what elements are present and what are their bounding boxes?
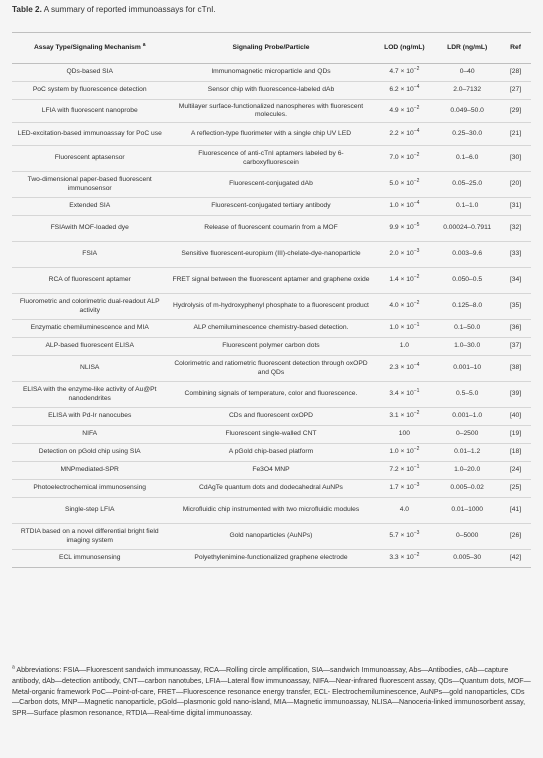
table-row [12,356,531,382]
cell-ldr: 0.01–1000 [434,498,500,524]
cell-lod [375,242,435,268]
cell-probe: Fluorescent-conjugated tertiary antibody [167,198,374,216]
cell-assay: MNPmediated-SPR [12,462,167,480]
lod-value: 7.0 × 10 [389,154,414,162]
cell-probe: Microfluidic chip instrumented with two microfluidic modules [167,498,374,524]
header-row [12,33,531,64]
cell-probe: Fluorescent polymer carbon dots [167,338,374,356]
cell-probe: Fe3O4 MNP [167,462,374,480]
cell-lod [375,294,435,320]
cell-ldr: 0.25–30.0 [434,123,500,146]
cell-lod [375,216,435,242]
lod-exponent: −1 [413,464,420,471]
cell-assay: QDs-based SIA [12,64,167,82]
cell-ldr: 0.001–10 [434,356,500,382]
cell-ldr: 0.5–5.0 [434,382,500,408]
cell-lod [375,550,435,568]
cell-probe: Sensor chip with fluorescence-labeled dAb [167,82,374,100]
cell-assay: FSIA [12,242,167,268]
cell-ref: [37] [500,338,531,356]
table-row [12,242,531,268]
table-row [12,198,531,216]
cell-assay: PoC system by fluorescence detection [12,82,167,100]
cell-assay: Detection on pGold chip using SIA [12,444,167,462]
cell-assay: NIFA [12,426,167,444]
cell-assay: Extended SIA [12,198,167,216]
lod-exponent: −4 [413,84,420,91]
cell-ldr: 0.1–6.0 [434,146,500,172]
lod-exponent: −4 [413,362,420,369]
lod-value: 1.0 × 10 [389,202,414,210]
table-row [12,216,531,242]
lod-value: 7.2 × 10 [389,466,414,474]
lod-value: 1.0 × 10 [389,448,414,456]
table-row [12,146,531,172]
table-row [12,82,531,100]
lod-exponent: −3 [413,530,420,537]
cell-assay: Enzymatic chemiluminescence and MIA [12,320,167,338]
table-row [12,426,531,444]
cell-assay: ELISA with the enzyme-like activity of Au@Pt nanodendrites [12,382,167,408]
cell-lod [375,382,435,408]
cell-ref: [30] [500,146,531,172]
lod-value: 9.9 × 10 [389,224,414,232]
lod-exponent: −5 [413,222,420,229]
cell-assay: LED-excitation-based immunoassay for PoC use [12,123,167,146]
cell-ldr: 1.0–20.0 [434,462,500,480]
cell-ldr: 0.125–8.0 [434,294,500,320]
cell-assay: RTDIA based on a novel differential bright field imaging system [12,524,167,550]
cell-ref: [36] [500,320,531,338]
lod-value: 4.7 × 10 [389,68,414,76]
cell-probe: Polyethylenimine-functionalized graphene electrode [167,550,374,568]
cell-assay: ELISA with Pd-Ir nanocubes [12,408,167,426]
cell-probe: ALP chemiluminescence chemistry-based detection. [167,320,374,338]
cell-ldr: 0–40 [434,64,500,82]
cell-lod [375,444,435,462]
header-probe: Signaling Probe/Particle [167,33,374,64]
cell-assay: ECL immunosensing [12,550,167,568]
cell-ref: [35] [500,294,531,320]
lod-value: 4.9 × 10 [389,106,414,114]
cell-probe: Hydrolysis of m-hydroxyphenyl phosphate to a fluorescent product [167,294,374,320]
cell-probe: Fluorescent single-walled CNT [167,426,374,444]
table-title: A summary of reported immunoassays for cTnI. [41,5,216,14]
footnote [12,665,531,719]
cell-lod [375,100,435,123]
cell-lod [375,123,435,146]
table-row [12,480,531,498]
lod-value: 3.3 × 10 [389,554,414,562]
cell-ldr: 0.1–50.0 [434,320,500,338]
lod-value: 6.2 × 10 [389,86,414,94]
cell-lod [375,146,435,172]
cell-ldr: 0.005–0.02 [434,480,500,498]
table-row [12,320,531,338]
lod-exponent: −3 [413,482,420,489]
cell-ldr: 2.0–7132 [434,82,500,100]
lod-exponent: −2 [413,552,420,559]
cell-ref: [39] [500,382,531,408]
table-row [12,172,531,198]
lod-value: 1.0 × 10 [389,324,414,332]
table-label: Table 2. [12,5,42,14]
immunoassay-table [12,32,531,568]
cell-probe: FRET signal between the fluorescent aptamer and graphene oxide [167,268,374,294]
cell-lod [375,198,435,216]
cell-ref: [26] [500,524,531,550]
lod-exponent: −2 [413,300,420,307]
cell-lod [375,172,435,198]
table-row [12,498,531,524]
header-ldr: LDR (ng/mL) [434,33,500,64]
header-lod: LOD (ng/mL) [375,33,435,64]
cell-ldr: 0.003–9.6 [434,242,500,268]
cell-probe: CdAgTe quantum dots and dodecahedral AuNPs [167,480,374,498]
cell-probe: A reflection-type fluorimeter with a single chip UV LED [167,123,374,146]
cell-probe: CDs and fluorescent oxOPD [167,408,374,426]
cell-ref: [18] [500,444,531,462]
cell-ref: [31] [500,198,531,216]
lod-value: 3.1 × 10 [389,412,414,420]
header-ref: Ref [500,33,531,64]
header-assay: Assay Type/Signaling Mechanism $^a$ [12,33,167,64]
cell-probe: Gold nanoparticles (AuNPs) [167,524,374,550]
cell-probe: Combining signals of temperature, color and fluorescence. [167,382,374,408]
footnote-mark: a [12,664,15,671]
cell-assay: FSIAwith MOF-loaded dye [12,216,167,242]
table-caption [12,5,216,14]
lod-value: 1.4 × 10 [389,276,414,284]
cell-lod [375,64,435,82]
cell-ref: [34] [500,268,531,294]
cell-probe: Release of fluorescent coumarin from a MOF [167,216,374,242]
table-row [12,338,531,356]
lod-value: 100 [398,430,410,438]
table-row [12,382,531,408]
cell-lod [375,498,435,524]
cell-ref: [19] [500,426,531,444]
cell-ldr: 1.0–30.0 [434,338,500,356]
cell-ldr: 0–2500 [434,426,500,444]
cell-probe: Immunomagnetic microparticle and QDs [167,64,374,82]
lod-exponent: −2 [413,178,420,185]
cell-assay: Fluorescent aptasensor [12,146,167,172]
cell-assay: RCA of fluorescent aptamer [12,268,167,294]
cell-ldr: 0.00024–0.7911 [434,216,500,242]
cell-ref: [32] [500,216,531,242]
lod-value: 1.0 [399,342,410,350]
lod-exponent: −1 [413,322,420,329]
cell-ref: [27] [500,82,531,100]
lod-value: 2.3 × 10 [389,364,414,372]
cell-probe: Colorimetric and ratiometric fluorescent detection through oxOPD and QDs [167,356,374,382]
cell-ldr: 0.001–1.0 [434,408,500,426]
cell-ref: [24] [500,462,531,480]
cell-ref: [42] [500,550,531,568]
cell-ref: [25] [500,480,531,498]
table-row [12,294,531,320]
cell-assay: Photoelectrochemical immunosensing [12,480,167,498]
table-row [12,550,531,568]
lod-exponent: −2 [413,410,420,417]
table-row [12,64,531,82]
cell-assay: LFIA with fluorescent nanoprobe [12,100,167,123]
lod-exponent: −3 [413,248,420,255]
cell-lod [375,82,435,100]
cell-probe: Fluorescence of anti-cTnI aptamers labeled by 6-carboxyfluorescein [167,146,374,172]
cell-ref: [38] [500,356,531,382]
cell-probe: Fluorescent-conjugated dAb [167,172,374,198]
cell-lod [375,320,435,338]
cell-lod [375,268,435,294]
lod-exponent: −1 [413,388,420,395]
lod-exponent: −4 [413,127,420,134]
lod-value: 2.0 × 10 [389,250,414,258]
cell-lod [375,462,435,480]
cell-lod [375,338,435,356]
cell-ref: [33] [500,242,531,268]
cell-lod [375,408,435,426]
cell-ldr: 0.005–30 [434,550,500,568]
footnote-text: Abbreviations: FSIA—Fluorescent sandwich immunoassay, RCA—Rolling circle amplification, SIA—sandwich Immunoassay, Abs—Antibodies, cAb—capture antibody, dAb—detection antibody, CNT—carbon nanotubes, LFIA—Lateral flow immunoassay, NIFA—Near-infrared fluorescent assay, QDs—Quantum dots, MOF—Metal-organic framework PoC—Point-of-care, FRET—Fluorescence resonance energy transfer, ECL- Electrochemiluminescence, AuNPs—gold nanoparticles, CDs—Carbon dots, MNP—Magnetic nanoparticle, pGold—plasmonic gold nano-island, MIA—Magnetic immunoassay, NLISA—Nanoceria-linked immunosorbent assay, SPR—Surface plasmon resonance, RTDIA—Real-time digital immunoassay. [12,666,531,718]
cell-ldr: 0.050–0.5 [434,268,500,294]
cell-probe: Multilayer surface-functionalized nanospheres with fluorescent molecules. [167,100,374,123]
table-row [12,123,531,146]
lod-value: 5.7 × 10 [389,532,414,540]
header-note-mark: a [142,41,146,48]
cell-lod [375,426,435,444]
cell-lod [375,480,435,498]
cell-ldr: 0.049–50.0 [434,100,500,123]
cell-ldr: 0–5000 [434,524,500,550]
lod-value: 5.0 × 10 [389,180,414,188]
cell-lod [375,356,435,382]
cell-ref: [20] [500,172,531,198]
table-row [12,408,531,426]
cell-lod [375,524,435,550]
lod-exponent: −4 [413,200,420,207]
lod-exponent: −2 [413,66,420,73]
lod-exponent: −2 [413,152,420,159]
cell-ref: [28] [500,64,531,82]
cell-assay: Single-step LFIA [12,498,167,524]
cell-ref: [29] [500,100,531,123]
table-row [12,444,531,462]
lod-value: 2.2 × 10 [389,129,414,137]
lod-value: 1.7 × 10 [389,484,414,492]
cell-probe: Sensitive fluorescent-europium (III)-chelate-dye-nanoparticle [167,242,374,268]
cell-ref: [40] [500,408,531,426]
cell-assay: Fluorometric and colorimetric dual-readout ALP activity [12,294,167,320]
table-row [12,100,531,123]
lod-value: 4.0 [399,506,410,514]
cell-ldr: 0.05–25.0 [434,172,500,198]
table-row [12,462,531,480]
table-row [12,268,531,294]
lod-value: 4.0 × 10 [389,302,414,310]
cell-ldr: 0.01–1.2 [434,444,500,462]
cell-ref: [41] [500,498,531,524]
lod-exponent: −2 [413,104,420,111]
table-row [12,524,531,550]
lod-exponent: −2 [413,274,420,281]
cell-ref: [21] [500,123,531,146]
cell-assay: NLISA [12,356,167,382]
cell-ldr: 0.1–1.0 [434,198,500,216]
lod-value: 3.4 × 10 [389,390,414,398]
table-body [12,64,531,568]
lod-exponent: −2 [413,446,420,453]
cell-probe: A pGold chip-based platform [167,444,374,462]
cell-assay: Two-dimensional paper-based fluorescent immunosensor [12,172,167,198]
cell-assay: ALP-based fluorescent ELISA [12,338,167,356]
